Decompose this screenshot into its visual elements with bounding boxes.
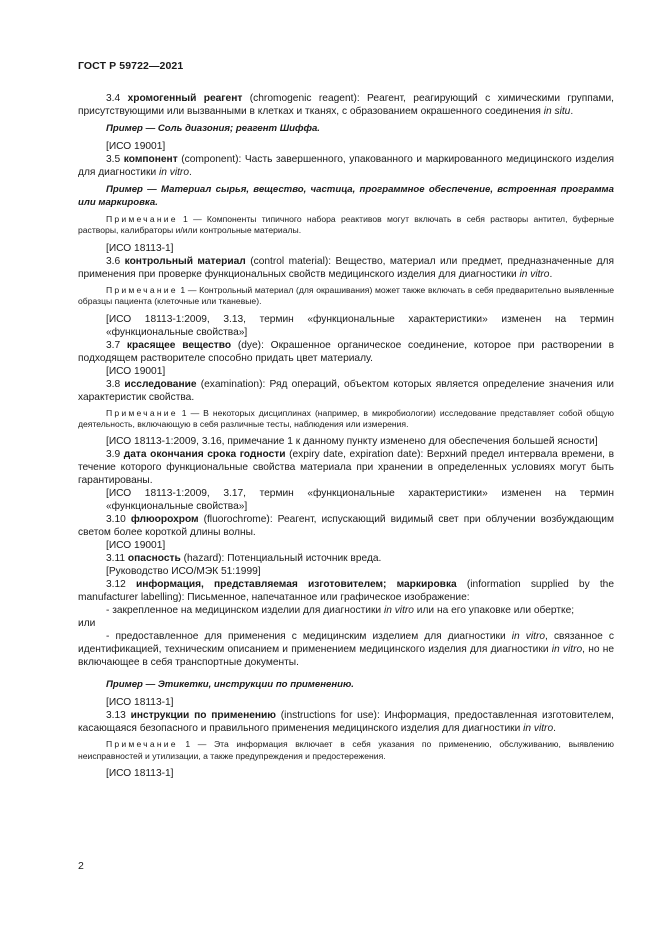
list-item-text-mid: , связанное с идентификацией, техническим описанием и применением медицинского изделия для диагностики	[78, 631, 614, 656]
entry-text: (dye): Окрашенное органическое соединение, которое при растворении в подходящем растворителе способно придать цвет материалу.	[78, 339, 614, 364]
conjunction: или	[78, 618, 96, 630]
entry-3-5	[78, 153, 614, 179]
entry-3-11	[78, 552, 614, 565]
entry-number: 3.10	[106, 514, 126, 526]
entry-number: 3.6	[106, 255, 121, 267]
entry-term: хромогенный реагент	[127, 93, 243, 104]
entry-number: 3.4	[106, 93, 121, 104]
entry-number: 3.8	[106, 378, 121, 390]
list-item-text-end: или на его упаковке или обертке;	[413, 605, 575, 617]
entry-italic: in vitro	[158, 167, 189, 178]
reference: [ИСО 18113-1]	[106, 242, 174, 254]
note-3-13	[78, 739, 614, 762]
entry-number: 3.12	[106, 579, 126, 591]
entry-term: контрольный материал	[124, 255, 246, 267]
entry-term: флюорохром	[130, 514, 199, 526]
entry-italic: in vitro	[519, 268, 550, 280]
reference: [Руководство ИСО/МЭК 51:1999]	[106, 566, 261, 578]
note-text: 1 — Эта информация включает в себя указания по применению, обслуживанию, выявлению неисправностей и утилизации, а также предупреждения и предостережения.	[78, 739, 614, 761]
list-item-text: - предоставленное для применения с медицинским изделием для диагностики	[106, 631, 512, 643]
reference: [ИСО 19001]	[106, 365, 166, 377]
document-body	[78, 92, 614, 780]
note-label: Примечание	[106, 214, 178, 224]
note-3-5	[78, 214, 614, 237]
reference: [ИСО 19001]	[106, 141, 166, 152]
document-header: ГОСТ Р 59722—2021	[78, 60, 184, 72]
entry-number: 3.13	[106, 710, 126, 722]
list-item-text: - закрепленное на медицинском изделии для диагностики	[106, 605, 384, 617]
note-3-6	[78, 285, 614, 308]
entry-text: (examination): Ряд операций, объектом которых является определение значения или характеристик свойства.	[78, 378, 614, 403]
entry-text-end: .	[189, 167, 192, 178]
example-3-12: Пример — Этикетки, инструкции по применению.	[106, 679, 354, 691]
list-item	[78, 604, 614, 617]
entry-term: компонент	[123, 154, 178, 165]
list-item	[78, 630, 614, 669]
entry-term: исследование	[124, 378, 197, 390]
entry-text: (control material): Вещество, материал или предмет, предназначенные для применения при проверке функциональных свойств медицинского изделия для диагностики	[78, 255, 614, 280]
list-item-text-end: , но не включающее в себя транспортные документы.	[78, 644, 614, 669]
reference: [ИСО 18113-1:2009, 3.17, термин «функциональные характеристики» изменен на термин «функциональные свойства»]	[106, 488, 614, 513]
note-text: 1 — В некоторых дисциплинах (например, в микробиологии) исследование представляет собой общую деятельность, включающую в себя различные тесты, наблюдения или измерения.	[78, 407, 614, 430]
list-item-italic-2: in vitro	[551, 644, 583, 656]
note-3-8	[78, 408, 614, 431]
example-3-4: Пример — Соль диазония; реагент Шиффа.	[106, 123, 320, 134]
entry-3-12	[78, 578, 614, 604]
list-item-italic: in vitro	[511, 631, 546, 643]
entry-term: опасность	[127, 553, 181, 565]
note-label: Примечание	[106, 739, 178, 750]
entry-text-end: .	[549, 268, 553, 280]
reference: [ИСО 18113-1:2009, 3.13, термин «функциональные характеристики» изменен на термин «функциональные свойства»]	[106, 313, 614, 338]
entry-text: (chromogenic reagent): Реагент, реагирующий с химическими группами, присутствующими или вызванными в клетках и тканях, с образованием окрашенного соединения	[78, 93, 615, 117]
entry-3-10	[78, 513, 614, 539]
page-number: 2	[78, 860, 84, 872]
entry-term: инструкции по применению	[130, 710, 277, 722]
example-3-5: Пример — Материал сырья, вещество, частица, программное обеспечение, встроенная программа или маркировка.	[78, 184, 614, 208]
entry-3-13	[78, 709, 614, 735]
entry-text: (hazard): Потенциальный источник вреда.	[180, 553, 382, 565]
entry-text: (instructions for use): Информация, предоставленная изготовителем, касающаяся безопасного и правильного применения медицинского изделия для диагностики	[78, 710, 614, 735]
entry-number: 3.9	[106, 449, 121, 461]
entry-3-4	[78, 92, 614, 118]
list-item-italic: in vitro	[383, 605, 414, 617]
reference: [ИСО 18113-1]	[106, 768, 174, 780]
entry-number: 3.7	[106, 339, 121, 351]
entry-3-9	[78, 448, 614, 487]
entry-term: дата окончания срока годности	[123, 449, 286, 461]
entry-italic: in vitro	[523, 723, 554, 735]
entry-text-end: .	[570, 106, 574, 117]
reference: [ИСО 18113-1:2009, 3.16, примечание 1 к данному пункту изменено для обеспечения большей ясности]	[106, 436, 598, 448]
entry-3-6	[78, 255, 614, 281]
entry-text: (fluorochrome): Реагент, испускающий видимый свет при облучении возбуждающим светом более короткой длины волны.	[78, 514, 614, 539]
entry-3-7	[78, 339, 614, 365]
entry-text: (component): Часть завершенного, упакованного и маркированного медицинского изделия для диагностики	[78, 154, 614, 178]
entry-3-8	[78, 378, 614, 404]
entry-italic: in situ	[543, 106, 571, 117]
entry-term: информация, представляемая изготовителем; маркировка	[136, 579, 457, 591]
note-text: 1 — Компоненты типичного набора реактивов могут включать в себя растворы антител, буферные растворы, калибраторы и/или контрольные материалы.	[78, 214, 614, 236]
entry-number: 3.11	[106, 553, 126, 565]
entry-number: 3.5	[106, 154, 121, 165]
note-label: Примечание	[106, 407, 178, 418]
reference: [ИСО 18113-1]	[106, 697, 174, 709]
note-text: 1 — Контрольный материал (для окрашивания) может также включать в себя предварительно выявленные образцы пациента (клеточные или тканевые).	[78, 284, 614, 307]
entry-text-end: .	[553, 723, 556, 735]
entry-term: красящее вещество	[126, 339, 232, 351]
entry-text: (expiry date, expiration date): Верхний предел интервала времени, в течение которого функциональные свойства материала при хранении в определенных условиях могут быть гарантированы.	[78, 449, 614, 487]
reference: [ИСО 19001]	[106, 540, 166, 552]
note-label: Примечание	[106, 284, 178, 295]
entry-text: (information supplied by the manufacturer labelling): Письменное, напечатанное или графическое изображение:	[78, 579, 615, 604]
